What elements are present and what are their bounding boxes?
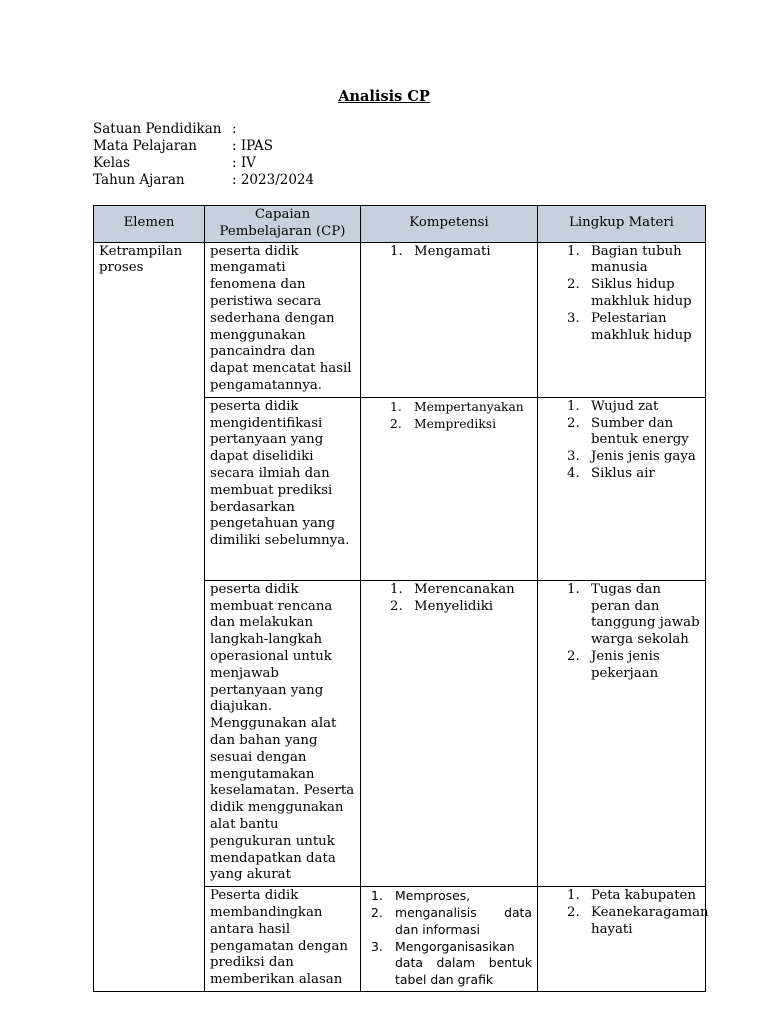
document-meta [93,121,314,189]
list-item: 2. Sumber dan bentuk energy [567,415,689,448]
list-item: 2. Keanekaragaman hayati [567,904,709,937]
header-lingkup-materi: Lingkup Materi [538,206,706,243]
meta-value: : IV [232,155,256,171]
list-item: 3. Mengorganisasikan data dalam bentuk tabel dan grafik [371,938,532,988]
list-item: 1. Mempertanyakan [390,399,524,414]
cp-cell: peserta didik mengamati fenomena dan peristiwa secara sederhana dengan menggunakan pancaindra dan dapat mencatat hasil pengamatannya. [205,242,361,397]
kompetensi-cell [361,397,538,580]
meta-kelas [93,155,314,172]
list-item: 3. Jenis jenis gaya [567,449,696,465]
header-elemen: Elemen [94,206,205,243]
list-item: 2. Menyelidiki [390,598,494,614]
materi-cell [538,242,706,397]
cp-cell: peserta didik membuat rencana dan melakukan langkah-langkah operasional untuk menjawab pertanyaan yang diajukan. Menggunakan alat dan bahan yang sesuai dengan mengutamakan keselamatan. Peserta didik menggunakan alat bantu pengukuran untuk mendapatkan data yang akurat [205,580,361,886]
materi-list [543,888,709,938]
meta-label: Kelas [93,155,131,171]
meta-satuan-pendidikan [93,121,314,138]
analysis-table [93,205,709,992]
materi-cell [538,397,706,580]
list-item: 2. Memprediksi [390,416,497,431]
list-item: 2. Siklus hidup makhluk hidup [567,277,692,309]
list-item: 2. menganalisis data dan informasi [371,904,532,937]
materi-list [543,582,700,683]
list-item: 1. Memproses, [371,888,471,904]
kompetensi-list [366,244,532,261]
list-item: 1. Mengamati [390,243,491,259]
materi-list [543,399,700,483]
kompetensi-cell [361,580,538,886]
kompetensi-cell [361,242,538,397]
materi-list [543,244,700,345]
materi-cell [538,887,709,992]
meta-label: Tahun Ajaran [93,172,185,188]
cp-cell: Peserta didik membandingkan antara hasil pengamatan dengan prediksi dan memberikan alasan [205,887,361,992]
meta-label: Mata Pelajaran [93,138,197,154]
kompetensi-list [366,582,532,616]
kompetensi-cell [361,887,538,992]
list-item: 2. Jenis jenis pekerjaan [567,648,660,681]
elemen-cell: Ketrampilan proses [94,242,205,991]
list-item: 1. Merencanakan [390,581,515,597]
table-row [94,242,706,397]
meta-mata-pelajaran [93,138,314,155]
header-kompetensi: Kompetensi [361,206,538,243]
kompetensi-list [371,888,532,989]
meta-value: : [232,121,237,137]
list-item: 3. Pelestarian makhluk hidup [567,310,692,343]
header-cp: Capaian Pembelajaran (CP) [205,206,361,243]
materi-cell [538,580,706,886]
list-item: 1. Wujud zat [567,398,659,414]
document-title: Analisis CP [338,88,430,105]
meta-value: : 2023/2024 [232,172,315,188]
table-header-row [94,206,706,243]
list-item: 4. Siklus air [567,465,655,481]
meta-value: : IPAS [232,138,274,154]
kompetensi-list [366,399,532,433]
list-item: 1. Peta kabupaten [567,888,696,904]
cp-cell: peserta didik mengidentifikasi pertanyaan yang dapat diselidiki secara ilmiah dan membuat prediksi berdasarkan pengetahuan yang dimiliki sebelumnya. [205,397,361,580]
list-item: 1. Bagian tubuh manusia [567,243,682,276]
meta-label: Satuan Pendidikan [93,121,222,137]
meta-tahun-ajaran [93,172,314,189]
list-item: 1. Tugas dan peran dan tanggung jawab warga sekolah [567,581,700,648]
